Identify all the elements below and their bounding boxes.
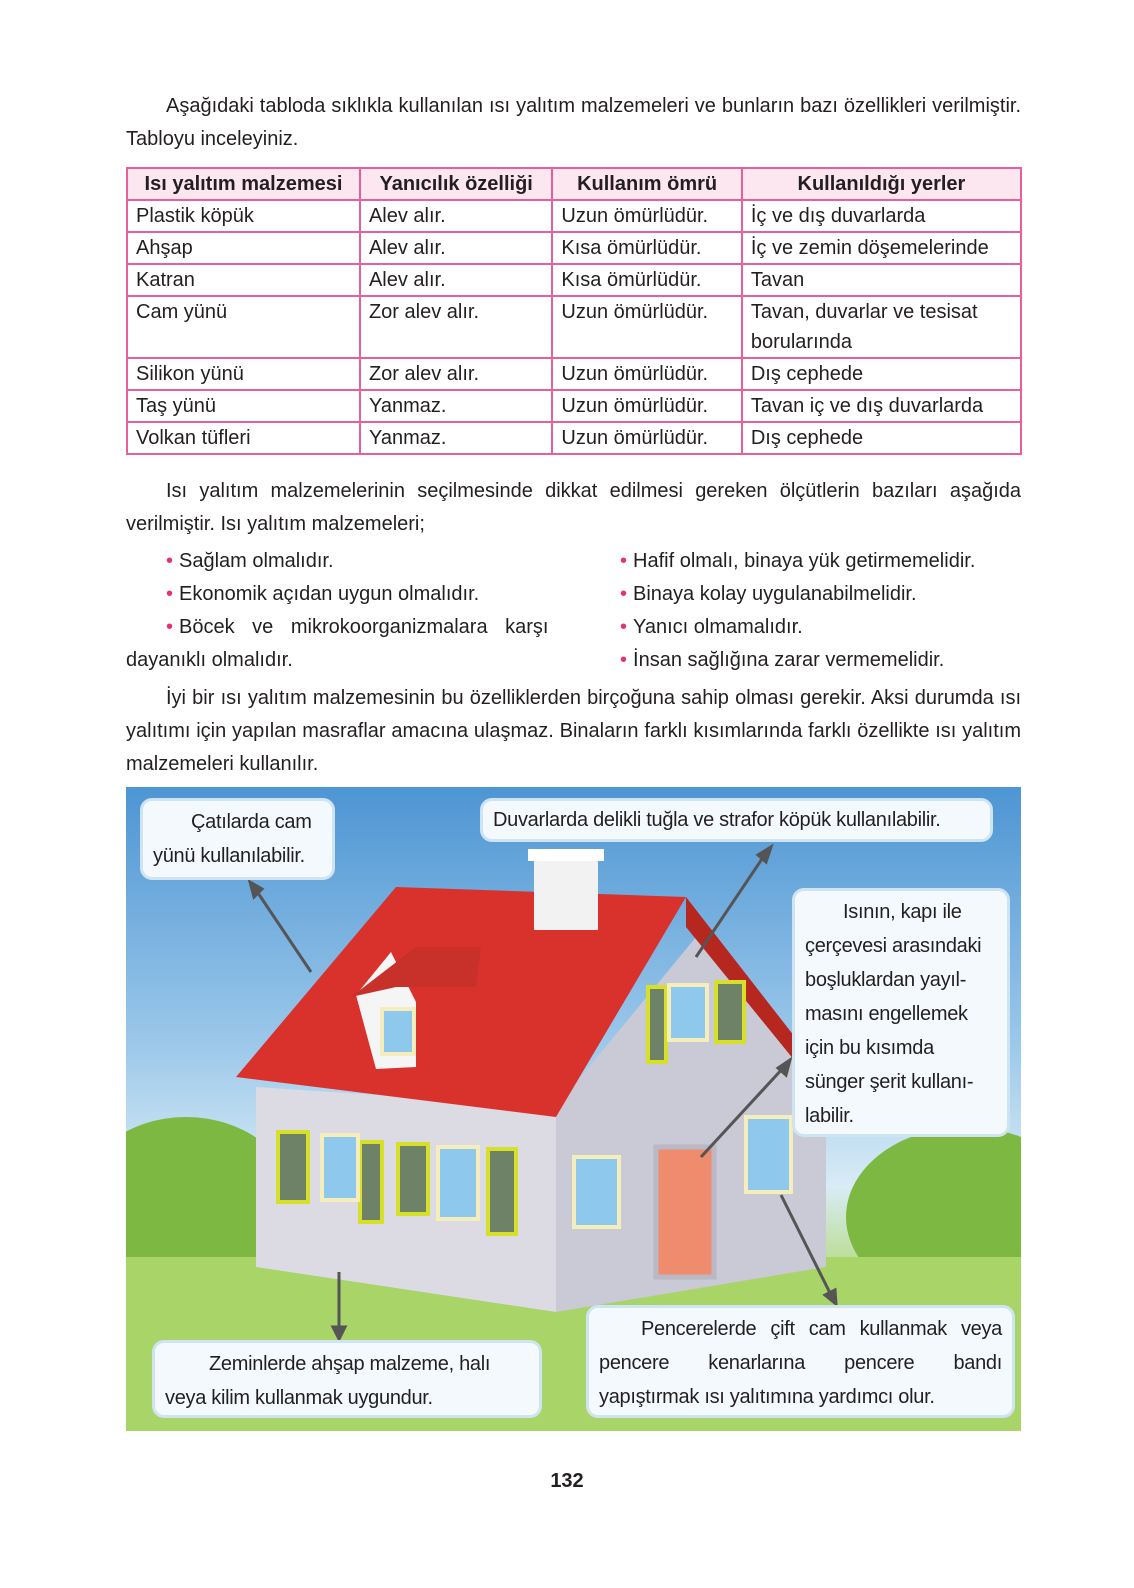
table-cell: Kısa ömürlüdür.: [552, 232, 741, 264]
table-cell: Katran: [127, 264, 360, 296]
table-cell: Yanmaz.: [360, 390, 552, 422]
table-cell: Dış cephede: [742, 422, 1021, 454]
table-row: [127, 264, 1021, 296]
table-cell: Plastik köpük: [127, 200, 360, 232]
table-cell: Uzun ömürlüdür.: [552, 390, 741, 422]
column-header: Isı yalıtım malzemesi: [127, 168, 360, 200]
table-cell: Dış cephede: [742, 358, 1021, 390]
column-header: Kullanıldığı yerler: [742, 168, 1021, 200]
bullet-item: • Böcek ve mikrokoorganizmalara karşı: [166, 616, 549, 638]
table-cell: Silikon yünü: [127, 358, 360, 390]
table-cell: Ahşap: [127, 232, 360, 264]
bullet-item: • Ekonomik açıdan uygun olmalıdır.: [166, 583, 480, 605]
column-header: Kullanım ömrü: [552, 168, 741, 200]
bullet-text: Binaya kolay uygulanabilmelidir.: [633, 583, 917, 605]
table-cell: Zor alev alır.: [360, 358, 552, 390]
table-cell: Uzun ömürlüdür.: [552, 200, 741, 232]
table-cell: Volkan tüfleri: [127, 422, 360, 454]
table-cell: Uzun ömürlüdür.: [552, 358, 741, 390]
callout-windows: Pencerelerde çift cam kullanmak veya pencere kenarlarına pencere bandı yapıştırmak ısı yalıtımına yardımcı olur.: [586, 1305, 1015, 1418]
conclusion-paragraph: İyi bir ısı yalıtım malzemesinin bu özelliklerden birçoğuna sahip olması gerekir. Aksi durumda ısı yalıtımı için yapılan masraflar amacına ulaşmaz. Binaların farklı kısımlarında farklı özellikte ısı yalıtım malzemeleri kullanılır.: [126, 687, 1021, 775]
bullet-continuation: dayanıklı olmalıdır.: [126, 649, 293, 671]
callout-walls: Duvarlarda delikli tuğla ve strafor köpük kullanılabilir.: [480, 798, 993, 842]
table-row: [127, 296, 1021, 358]
table-cell: Tavan iç ve dış duvarlarda: [742, 390, 1021, 422]
bullet-text: Böcek ve mikrokoorganizmalara karşı: [179, 616, 549, 638]
table-cell: Taş yünü: [127, 390, 360, 422]
table-row: [127, 232, 1021, 264]
house-insulation-illustration: [126, 787, 1021, 1431]
table-cell: İç ve dış duvarlarda: [742, 200, 1021, 232]
bullet-item: • Binaya kolay uygulanabilmelidir.: [620, 583, 917, 605]
table-cell: Tavan, duvarlar ve tesisat borularında: [742, 296, 1021, 358]
bullet-text: Ekonomik açıdan uygun olmalıdır.: [179, 583, 480, 605]
table-cell: Alev alır.: [360, 232, 552, 264]
criteria-intro: Isı yalıtım malzemelerinin seçilmesinde dikkat edilmesi gereken ölçütlerin bazıları aşağıda verilmiştir. Isı yalıtım malzemeleri;: [126, 480, 1021, 535]
bullet-item: • İnsan sağlığına zarar vermemelidir.: [620, 649, 945, 671]
table-cell: Uzun ömürlüdür.: [552, 422, 741, 454]
table-cell: Uzun ömürlüdür.: [552, 296, 741, 358]
table-row: [127, 390, 1021, 422]
table-row: [127, 422, 1021, 454]
bullet-text: İnsan sağlığına zarar vermemelidir.: [633, 649, 945, 671]
bullet-item: • Yanıcı olmamalıdır.: [620, 616, 803, 638]
table-cell: Tavan: [742, 264, 1021, 296]
bullet-item: • Hafif olmalı, binaya yük getirmemelidir.: [620, 550, 976, 572]
table-cell: Zor alev alır.: [360, 296, 552, 358]
bullet-text: Sağlam olmalıdır.: [179, 550, 334, 572]
callout-door: Isının, kapı ile çerçevesi arasındaki boşluklardan yayıl-masını engellemek için bu kısımda sünger şerit kullanı-labilir.: [792, 888, 1010, 1137]
bullet-item: • Sağlam olmalıdır.: [166, 550, 334, 572]
bullet-text: Yanıcı olmamalıdır.: [633, 616, 803, 638]
callout-floor: Zeminlerde ahşap malzeme, halı veya kilim kullanmak uygundur.: [152, 1340, 542, 1418]
left-bullets: [166, 545, 548, 644]
table-cell: Cam yünü: [127, 296, 360, 358]
page-number: 132: [550, 1470, 584, 1492]
table-cell: Kısa ömürlüdür.: [552, 264, 741, 296]
table-cell: Alev alır.: [360, 264, 552, 296]
table-row: [127, 358, 1021, 390]
bullet-text: Hafif olmalı, binaya yük getirmemelidir.: [633, 550, 976, 572]
right-bullets: [620, 545, 975, 677]
table-cell: Yanmaz.: [360, 422, 552, 454]
table-cell: Alev alır.: [360, 200, 552, 232]
insulation-materials-table: [126, 167, 1022, 455]
table-cell: İç ve zemin döşemelerinde: [742, 232, 1021, 264]
table-row: [127, 200, 1021, 232]
intro-paragraph: Aşağıdaki tabloda sıklıkla kullanılan ısı yalıtım malzemeleri ve bunların bazı özellikleri verilmiştir. Tabloyu inceleyiniz.: [126, 95, 1021, 150]
callout-roof: Çatılarda cam yünü kullanılabilir.: [140, 798, 335, 880]
column-header: Yanıcılık özelliği: [360, 168, 552, 200]
